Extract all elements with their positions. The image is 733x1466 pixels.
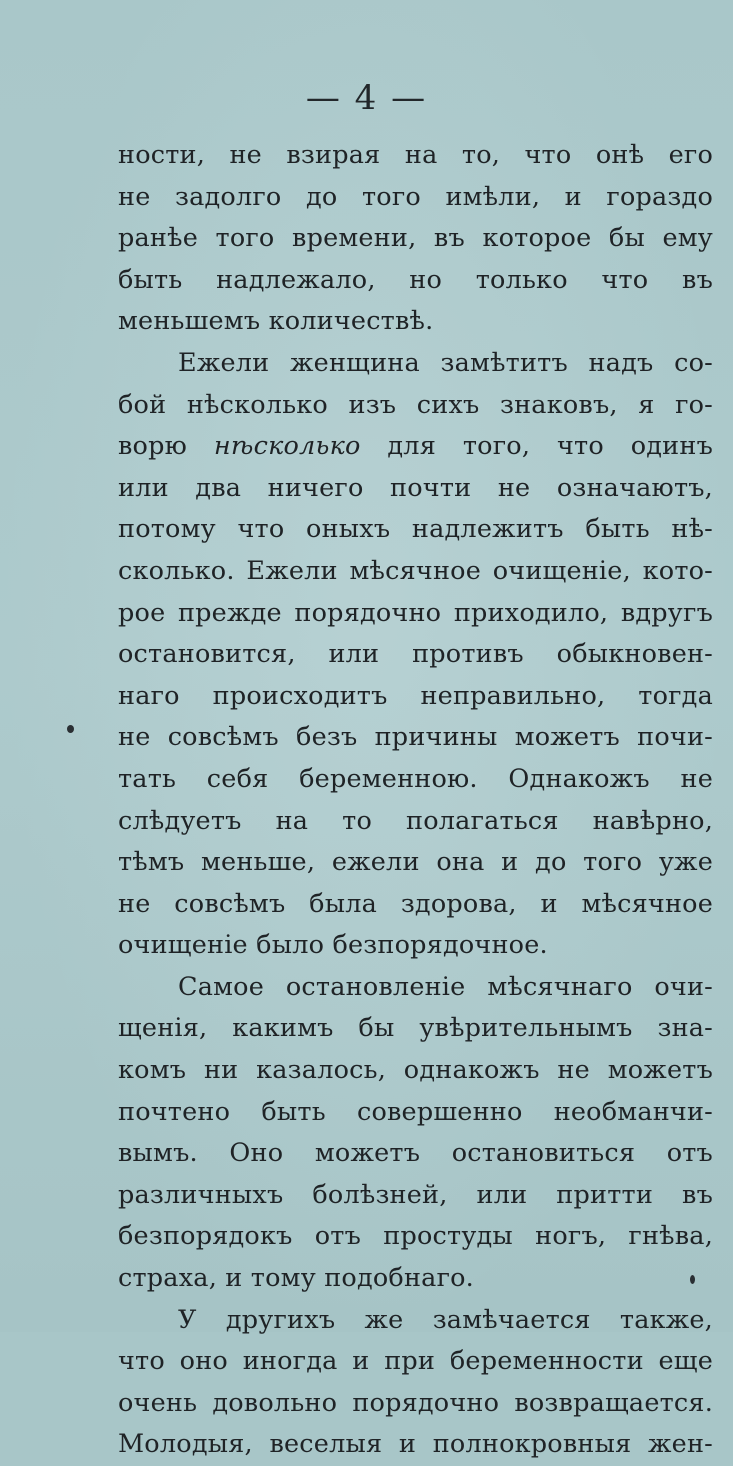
text-line: различныхъ болѣзней, или притти въ — [118, 1179, 713, 1210]
text-line: тать себя беременною. Однакожъ не — [118, 763, 713, 794]
text-line: страха, и тому подобнаго. — [118, 1263, 474, 1294]
text-line: бой нѣсколько изъ сихъ знаковъ, я го- — [118, 389, 713, 420]
text-line: вымъ. Оно можетъ остановиться отъ — [118, 1138, 713, 1169]
text-line: меньшемъ количествѣ. — [118, 306, 434, 337]
text-line: не совсѣмъ безъ причины можетъ почи- — [118, 722, 713, 753]
text-line: почтено быть совершенно необманчи- — [118, 1096, 713, 1127]
text-line: очищеніе было безпорядочное. — [118, 930, 548, 961]
ink-speck — [690, 1275, 695, 1284]
text-line: рое прежде порядочно приходило, вдругъ — [118, 597, 713, 628]
ink-speck — [67, 725, 74, 733]
text-line: У другихъ же замѣчается также, — [178, 1304, 713, 1335]
text-line: Самое остановленіе мѣсячнаго очи- — [178, 971, 713, 1002]
body-text — [118, 135, 713, 1466]
text-line: быть надлежало, но только что въ — [118, 264, 713, 295]
text-line: Молодыя, веселыя и полнокровныя жен- — [118, 1429, 713, 1460]
text-line: что оно иногда и при беременности еще — [118, 1346, 713, 1377]
emphasized-word: нѣсколько — [213, 431, 361, 462]
text-line-with-emphasis: ворю нѣсколько для того, что одинъ — [118, 431, 713, 462]
text-line: не задолго до того имѣли, и гораздо — [118, 181, 713, 212]
text-line: ранѣе того времени, въ которое бы ему — [118, 223, 713, 254]
text-line: сколько. Ежели мѣсячное очищеніе, кото- — [118, 555, 713, 586]
text-line: слѣдуетъ на то полагаться навѣрно, — [118, 805, 713, 836]
text-line: комъ ни казалось, однакожъ не можетъ — [118, 1055, 713, 1086]
text-line: ности, не взирая на то, что онѣ его — [118, 140, 713, 170]
text-line: тѣмъ меньше, ежели она и до того уже — [118, 847, 713, 878]
text-line: очень довольно порядочно возвращается. — [118, 1387, 713, 1418]
text-line: безпорядокъ отъ простуды ногъ, гнѣва, — [118, 1221, 713, 1252]
text-line: остановится, или противъ обыкновен- — [118, 639, 713, 670]
text-line: щенія, какимъ бы увѣрительнымъ зна- — [118, 1013, 713, 1044]
text-line: наго происходитъ неправильно, тогда — [118, 680, 713, 711]
text-line: потому что оныхъ надлежитъ быть нѣ- — [118, 514, 713, 545]
page-number: — 4 — — [305, 78, 428, 118]
text-line: Ежели женщина замѣтитъ надъ со- — [178, 347, 713, 378]
text-line: или два ничего почти не означаютъ, — [118, 472, 713, 503]
text-line: не совсѣмъ была здорова, и мѣсячное — [118, 888, 713, 919]
